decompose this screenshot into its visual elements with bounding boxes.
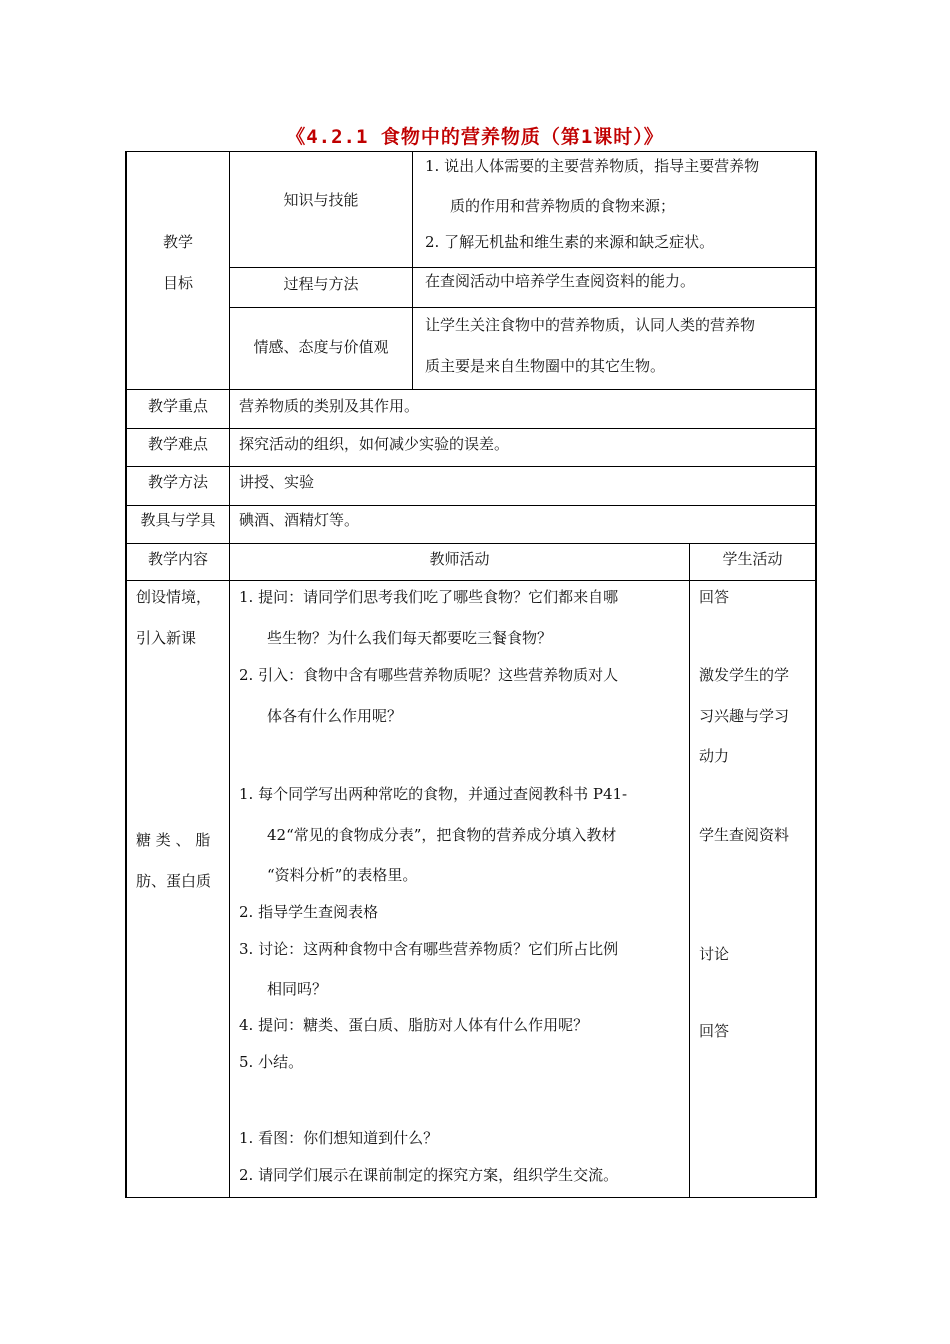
key-point-label: 教学重点 bbox=[147, 397, 208, 415]
teacher-header: 教师活动 bbox=[429, 550, 490, 568]
student-activity-line: 学生查阅资料 bbox=[699, 826, 790, 844]
teacher-activity-line: 1. 每个同学写出两种常吃的食物，并通过查阅教科书 P41- bbox=[239, 785, 628, 803]
emotion-text: 让学生关注食物中的营养物质，认同人类的营养物 bbox=[425, 316, 756, 334]
method-label: 教学方法 bbox=[147, 473, 208, 491]
knowledge-text: 2. 了解无机盐和维生素的来源和缺乏症状。 bbox=[425, 233, 715, 251]
section-label: 糖 类 、 脂 bbox=[136, 831, 211, 849]
col-divider bbox=[229, 151, 230, 1198]
teacher-activity-line: 体各有什么作用呢？ bbox=[267, 707, 403, 725]
student-activity-line: 习兴趣与学习 bbox=[699, 707, 790, 725]
tools-text: 碘酒、酒精灯等。 bbox=[239, 511, 360, 529]
knowledge-label: 知识与技能 bbox=[283, 191, 359, 209]
student-header: 学生活动 bbox=[722, 550, 783, 568]
row-divider bbox=[229, 307, 817, 308]
col-divider bbox=[412, 151, 413, 390]
objectives-label: 教学 bbox=[162, 233, 193, 251]
table-border-right bbox=[815, 151, 817, 1198]
teacher-activity-line: 4. 提问：糖类、蛋白质、脂肪对人体有什么作用呢？ bbox=[239, 1016, 589, 1034]
teacher-activity-line: 5. 小结。 bbox=[239, 1053, 304, 1071]
row-divider bbox=[229, 267, 817, 268]
teacher-activity-line: 些生物？为什么我们每天都要吃三餐食物？ bbox=[267, 629, 553, 647]
section-label: 引入新课 bbox=[136, 629, 197, 647]
document-title: 《4.2.1 食物中的营养物质（第1课时）》 bbox=[286, 126, 664, 148]
process-label: 过程与方法 bbox=[283, 275, 359, 293]
content-header: 教学内容 bbox=[147, 550, 208, 568]
key-point-text: 营养物质的类别及其作用。 bbox=[239, 397, 420, 415]
teacher-activity-line: 2. 请同学们展示在课前制定的探究方案，组织学生交流。 bbox=[239, 1166, 619, 1184]
teacher-activity-line: “资料分析”的表格里。 bbox=[267, 866, 418, 884]
teacher-activity-line: 42“常见的食物成分表”，把食物的营养成分填入教材 bbox=[267, 826, 617, 844]
teacher-activity-line: 2. 指导学生查阅表格 bbox=[239, 903, 379, 921]
section-label: 肪、蛋白质 bbox=[136, 872, 212, 890]
knowledge-text: 质的作用和营养物质的食物来源； bbox=[450, 197, 676, 215]
difficulty-text: 探究活动的组织，如何减少实验的误差。 bbox=[239, 435, 510, 453]
student-activity-line: 动力 bbox=[699, 747, 730, 765]
student-activity-line: 回答 bbox=[699, 1022, 730, 1040]
knowledge-text: 1. 说出人体需要的主要营养物质，指导主要营养物 bbox=[425, 157, 760, 175]
teacher-activity-line: 相同吗？ bbox=[267, 980, 328, 998]
teacher-activity-line: 1. 看图：你们想知道到什么？ bbox=[239, 1129, 439, 1147]
teacher-activity-line: 3. 讨论：这两种食物中含有哪些营养物质？它们所占比例 bbox=[239, 940, 619, 958]
col-divider bbox=[689, 543, 690, 1198]
table-border-left bbox=[125, 151, 127, 1198]
teacher-activity-line: 1. 提问：请同学们思考我们吃了哪些食物？它们都来自哪 bbox=[239, 588, 619, 606]
method-text: 讲授、实验 bbox=[239, 473, 315, 491]
objectives-label: 目标 bbox=[162, 274, 193, 292]
emotion-label: 情感、态度与价值观 bbox=[253, 338, 389, 356]
tools-label: 教具与学具 bbox=[140, 511, 216, 529]
emotion-text: 质主要是来自生物圈中的其它生物。 bbox=[425, 357, 666, 375]
student-activity-line: 回答 bbox=[699, 588, 730, 606]
teacher-activity-line: 2. 引入：食物中含有哪些营养物质呢？这些营养物质对人 bbox=[239, 666, 619, 684]
student-activity-line: 激发学生的学 bbox=[699, 666, 790, 684]
process-text: 在查阅活动中培养学生查阅资料的能力。 bbox=[425, 272, 696, 290]
section-label: 创设情境， bbox=[136, 588, 212, 606]
student-activity-line: 讨论 bbox=[699, 945, 730, 963]
difficulty-label: 教学难点 bbox=[147, 435, 208, 453]
